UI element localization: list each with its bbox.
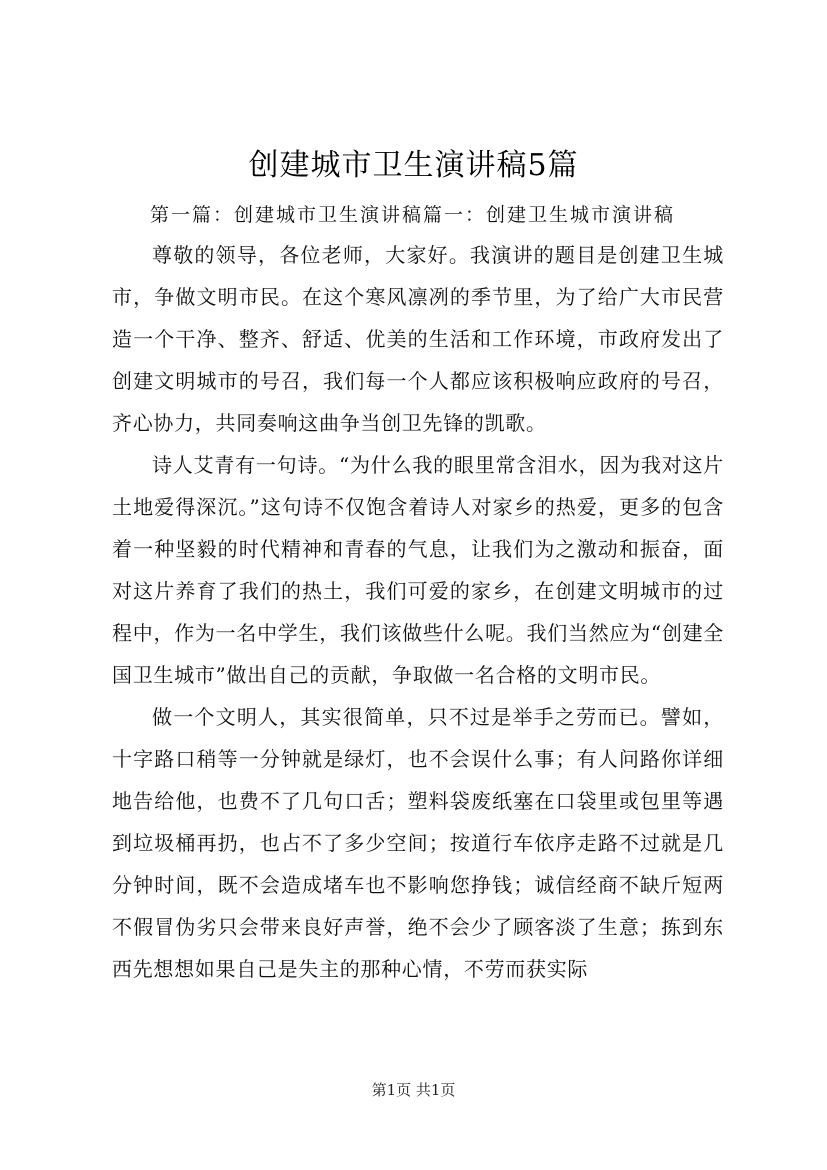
- document-subtitle: 第一篇：创建城市卫生演讲稿篇一：创建卫生城市演讲稿: [150, 204, 676, 226]
- document-title: 创建城市卫生演讲稿5篇: [248, 148, 579, 183]
- page-footer: 第1页 共1页: [371, 1081, 456, 1099]
- paragraph-2: 诗人艾青有一句诗。“为什么我的眼里常含泪水，因为我对这片土地爱得深沉。”这句诗不仅饱含着诗人对家乡的热爱，更多的包含着一种坚毅的时代精神和青春的气息，让我们为之激动和振奋，面对这片养育了我们的热土，我们可爱的家乡，在创建文明城市的过程中，作为一名中学生，我们该做些什么呢。我们当然应为“创建全国卫生城市”做出自己的贡献，争取做一名合格的文明市民。: [112, 453, 724, 687]
- paragraph-3: 做一个文明人，其实很简单，只不过是举手之劳而已。譬如，十字路口稍等一分钟就是绿灯，也不会误什么事；有人问路你详细地告给他，也费不了几句口舌；塑料袋废纸塞在口袋里或包里等遇到垃圾桶再扔，也占不了多少空间；按道行车依序走路不过就是几分钟时间，既不会造成堵车也不影响您挣钱；诚信经商不缺斤短两不假冒伪劣只会带来良好声誉，绝不会少了顾客淡了生意；拣到东西先想想如果自己是失主的那种心情，不劳而获实际: [112, 705, 724, 981]
- document-body: [112, 196, 724, 990]
- paragraph-1: 尊敬的领导，各位老师，大家好。我演讲的题目是创建卫生城市，争做文明市民。在这个寒风凛冽的季节里，为了给广大市民营造一个干净、整齐、舒适、优美的生活和工作环境，市政府发出了创建文明城市的号召，我们每一个人都应该积极响应政府的号召，齐心协力，共同奏响这曲争当创卫先锋的凯歌。: [112, 243, 724, 435]
